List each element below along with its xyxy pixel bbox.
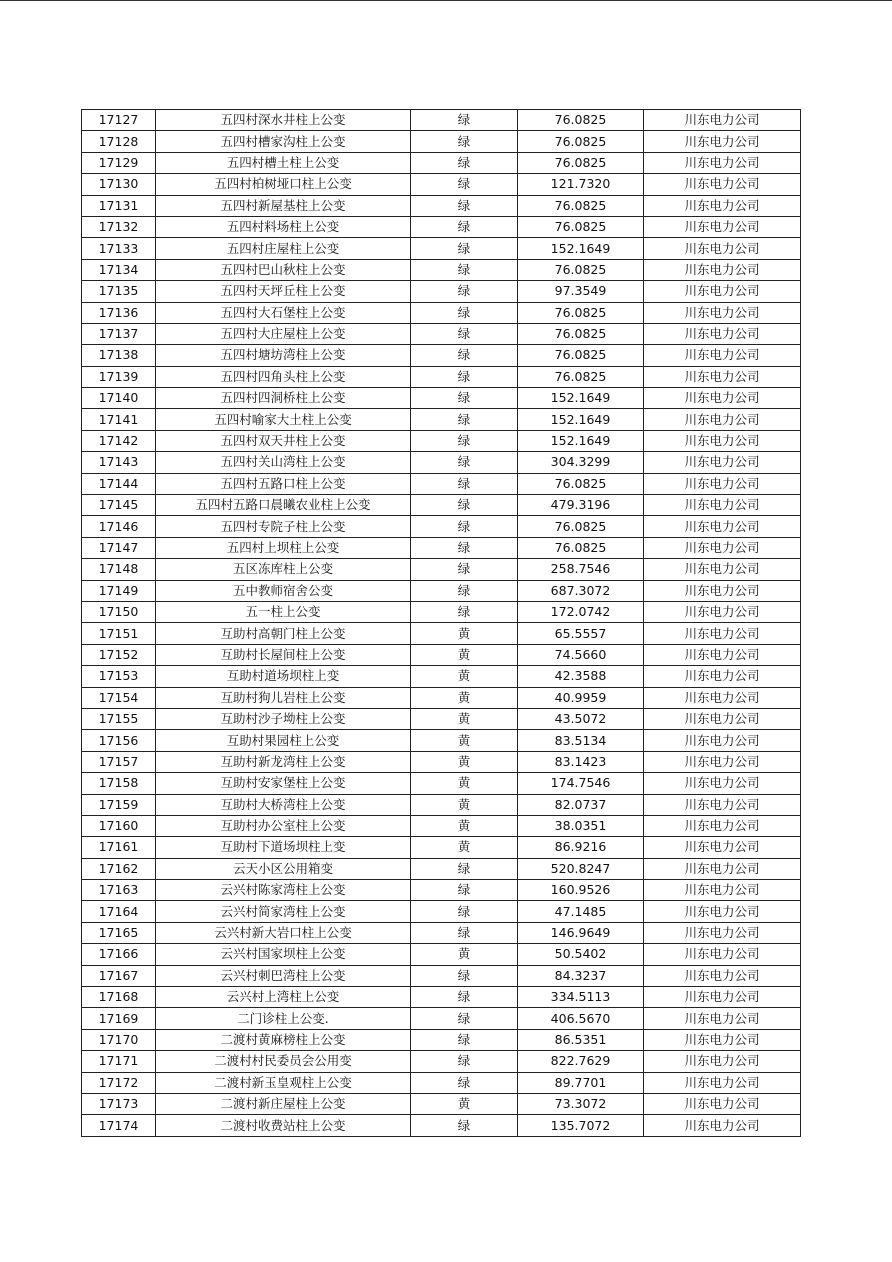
capacity-value-cell: 520.8247 (518, 858, 644, 879)
company-cell: 川东电力公司 (644, 922, 801, 943)
row-id-cell: 17129 (82, 152, 156, 173)
company-cell: 川东电力公司 (644, 430, 801, 451)
table-row (82, 195, 801, 216)
station-name-cell: 五四村上坝柱上公变 (156, 537, 411, 558)
table-row (82, 238, 801, 259)
status-color-cell: 绿 (411, 409, 518, 430)
station-name-cell: 五区冻库柱上公变 (156, 559, 411, 580)
table-row (82, 623, 801, 644)
status-color-cell: 绿 (411, 281, 518, 302)
table-row (82, 495, 801, 516)
status-color-cell: 绿 (411, 537, 518, 558)
station-name-cell: 互助村狗儿岩柱上公变 (156, 687, 411, 708)
capacity-value-cell: 83.5134 (518, 730, 644, 751)
station-name-cell: 互助村长屋间柱上公变 (156, 644, 411, 665)
status-color-cell: 黄 (411, 944, 518, 965)
row-id-cell: 17163 (82, 880, 156, 901)
table-row (82, 837, 801, 858)
status-color-cell: 绿 (411, 601, 518, 622)
company-cell: 川东电力公司 (644, 152, 801, 173)
row-id-cell: 17143 (82, 452, 156, 473)
row-id-cell: 17158 (82, 773, 156, 794)
row-id-cell: 17134 (82, 259, 156, 280)
status-color-cell: 绿 (411, 366, 518, 387)
station-name-cell: 二渡村新玉皇观柱上公变 (156, 1072, 411, 1093)
row-id-cell: 17146 (82, 516, 156, 537)
capacity-value-cell: 76.0825 (518, 131, 644, 152)
status-color-cell: 绿 (411, 323, 518, 344)
station-name-cell: 五四村五路口柱上公变 (156, 473, 411, 494)
station-name-cell: 云兴村上湾柱上公变 (156, 987, 411, 1008)
status-color-cell: 绿 (411, 1072, 518, 1093)
table-row (82, 1008, 801, 1029)
row-id-cell: 17133 (82, 238, 156, 259)
station-name-cell: 云兴村刺巴湾柱上公变 (156, 965, 411, 986)
capacity-value-cell: 135.7072 (518, 1115, 644, 1136)
table-row (82, 174, 801, 195)
station-name-cell: 五一柱上公变 (156, 601, 411, 622)
status-color-cell: 绿 (411, 858, 518, 879)
company-cell: 川东电力公司 (644, 708, 801, 729)
status-color-cell: 黄 (411, 837, 518, 858)
row-id-cell: 17152 (82, 644, 156, 665)
row-id-cell: 17144 (82, 473, 156, 494)
company-cell: 川东电力公司 (644, 259, 801, 280)
row-id-cell: 17168 (82, 987, 156, 1008)
company-cell: 川东电力公司 (644, 901, 801, 922)
status-color-cell: 绿 (411, 580, 518, 601)
capacity-value-cell: 76.0825 (518, 195, 644, 216)
status-color-cell: 黄 (411, 623, 518, 644)
table-row (82, 1072, 801, 1093)
capacity-value-cell: 174.7546 (518, 773, 644, 794)
station-name-cell: 二渡村村民委员会公用变 (156, 1051, 411, 1072)
table-row (82, 323, 801, 344)
capacity-value-cell: 687.3072 (518, 580, 644, 601)
status-color-cell: 绿 (411, 174, 518, 195)
row-id-cell: 17166 (82, 944, 156, 965)
capacity-value-cell: 86.9216 (518, 837, 644, 858)
station-name-cell: 五四村塘坊湾柱上公变 (156, 345, 411, 366)
capacity-value-cell: 406.5670 (518, 1008, 644, 1029)
station-name-cell: 二渡村新庄屋柱上公变 (156, 1093, 411, 1114)
capacity-value-cell: 146.9649 (518, 922, 644, 943)
table-row (82, 773, 801, 794)
station-name-cell: 二渡村收费站柱上公变 (156, 1115, 411, 1136)
company-cell: 川东电力公司 (644, 345, 801, 366)
table-row (82, 751, 801, 772)
company-cell: 川东电力公司 (644, 516, 801, 537)
row-id-cell: 17160 (82, 815, 156, 836)
table-row (82, 281, 801, 302)
company-cell: 川东电力公司 (644, 323, 801, 344)
status-color-cell: 黄 (411, 708, 518, 729)
station-name-cell: 五四村深水井柱上公变 (156, 110, 411, 131)
status-color-cell: 绿 (411, 110, 518, 131)
table-row (82, 537, 801, 558)
capacity-value-cell: 76.0825 (518, 345, 644, 366)
capacity-value-cell: 74.5660 (518, 644, 644, 665)
row-id-cell: 17128 (82, 131, 156, 152)
company-cell: 川东电力公司 (644, 473, 801, 494)
station-name-cell: 二渡村黄麻榜柱上公变 (156, 1029, 411, 1050)
station-name-cell: 互助村安家堡柱上公变 (156, 773, 411, 794)
company-cell: 川东电力公司 (644, 1029, 801, 1050)
row-id-cell: 17162 (82, 858, 156, 879)
table-row (82, 815, 801, 836)
transformer-table (81, 109, 801, 1137)
station-name-cell: 互助村新龙湾柱上公变 (156, 751, 411, 772)
company-cell: 川东电力公司 (644, 537, 801, 558)
table-body (82, 110, 801, 1137)
row-id-cell: 17154 (82, 687, 156, 708)
company-cell: 川东电力公司 (644, 858, 801, 879)
table-row (82, 409, 801, 430)
row-id-cell: 17137 (82, 323, 156, 344)
status-color-cell: 绿 (411, 1115, 518, 1136)
row-id-cell: 17147 (82, 537, 156, 558)
row-id-cell: 17142 (82, 430, 156, 451)
capacity-value-cell: 73.3072 (518, 1093, 644, 1114)
station-name-cell: 五四村槽土柱上公变 (156, 152, 411, 173)
capacity-value-cell: 258.7546 (518, 559, 644, 580)
company-cell: 川东电力公司 (644, 601, 801, 622)
station-name-cell: 云兴村国家坝柱上公变 (156, 944, 411, 965)
station-name-cell: 五四村新屋基柱上公变 (156, 195, 411, 216)
status-color-cell: 绿 (411, 195, 518, 216)
row-id-cell: 17172 (82, 1072, 156, 1093)
row-id-cell: 17139 (82, 366, 156, 387)
capacity-value-cell: 82.0737 (518, 794, 644, 815)
company-cell: 川东电力公司 (644, 1115, 801, 1136)
status-color-cell: 黄 (411, 666, 518, 687)
station-name-cell: 云天小区公用箱变 (156, 858, 411, 879)
station-name-cell: 五四村四洞桥柱上公变 (156, 388, 411, 409)
company-cell: 川东电力公司 (644, 281, 801, 302)
row-id-cell: 17171 (82, 1051, 156, 1072)
company-cell: 川东电力公司 (644, 730, 801, 751)
row-id-cell: 17161 (82, 837, 156, 858)
status-color-cell: 绿 (411, 388, 518, 409)
capacity-value-cell: 822.7629 (518, 1051, 644, 1072)
capacity-value-cell: 76.0825 (518, 366, 644, 387)
capacity-value-cell: 160.9526 (518, 880, 644, 901)
row-id-cell: 17157 (82, 751, 156, 772)
company-cell: 川东电力公司 (644, 302, 801, 323)
status-color-cell: 绿 (411, 1051, 518, 1072)
capacity-value-cell: 65.5557 (518, 623, 644, 644)
status-color-cell: 黄 (411, 687, 518, 708)
capacity-value-cell: 86.5351 (518, 1029, 644, 1050)
status-color-cell: 绿 (411, 559, 518, 580)
status-color-cell: 黄 (411, 644, 518, 665)
row-id-cell: 17167 (82, 965, 156, 986)
table-row (82, 388, 801, 409)
capacity-value-cell: 89.7701 (518, 1072, 644, 1093)
status-color-cell: 绿 (411, 302, 518, 323)
row-id-cell: 17174 (82, 1115, 156, 1136)
company-cell: 川东电力公司 (644, 623, 801, 644)
station-name-cell: 互助村果园柱上公变 (156, 730, 411, 751)
status-color-cell: 绿 (411, 430, 518, 451)
row-id-cell: 17159 (82, 794, 156, 815)
table-row (82, 110, 801, 131)
capacity-value-cell: 479.3196 (518, 495, 644, 516)
status-color-cell: 绿 (411, 345, 518, 366)
station-name-cell: 互助村办公室柱上公变 (156, 815, 411, 836)
table-row (82, 473, 801, 494)
table-row (82, 922, 801, 943)
table-row (82, 302, 801, 323)
capacity-value-cell: 76.0825 (518, 473, 644, 494)
capacity-value-cell: 43.5072 (518, 708, 644, 729)
row-id-cell: 17169 (82, 1008, 156, 1029)
company-cell: 川东电力公司 (644, 1093, 801, 1114)
status-color-cell: 绿 (411, 259, 518, 280)
capacity-value-cell: 76.0825 (518, 537, 644, 558)
company-cell: 川东电力公司 (644, 388, 801, 409)
status-color-cell: 绿 (411, 452, 518, 473)
status-color-cell: 黄 (411, 1093, 518, 1114)
capacity-value-cell: 40.9959 (518, 687, 644, 708)
company-cell: 川东电力公司 (644, 452, 801, 473)
table-row (82, 580, 801, 601)
status-color-cell: 绿 (411, 922, 518, 943)
station-name-cell: 云兴村简家湾柱上公变 (156, 901, 411, 922)
station-name-cell: 云兴村陈家湾柱上公变 (156, 880, 411, 901)
capacity-value-cell: 76.0825 (518, 110, 644, 131)
station-name-cell: 五四村柏树垭口柱上公变 (156, 174, 411, 195)
status-color-cell: 绿 (411, 495, 518, 516)
capacity-value-cell: 304.3299 (518, 452, 644, 473)
status-color-cell: 绿 (411, 238, 518, 259)
row-id-cell: 17127 (82, 110, 156, 131)
capacity-value-cell: 84.3237 (518, 965, 644, 986)
station-name-cell: 互助村高朝门柱上公变 (156, 623, 411, 644)
company-cell: 川东电力公司 (644, 195, 801, 216)
company-cell: 川东电力公司 (644, 131, 801, 152)
station-name-cell: 五四村大庄屋柱上公变 (156, 323, 411, 344)
status-color-cell: 黄 (411, 730, 518, 751)
station-name-cell: 互助村沙子坳柱上公变 (156, 708, 411, 729)
station-name-cell: 五四村四角头柱上公变 (156, 366, 411, 387)
station-name-cell: 五四村巴山秋柱上公变 (156, 259, 411, 280)
station-name-cell: 五四村双天井柱上公变 (156, 430, 411, 451)
table-row (82, 644, 801, 665)
status-color-cell: 黄 (411, 794, 518, 815)
company-cell: 川东电力公司 (644, 815, 801, 836)
company-cell: 川东电力公司 (644, 580, 801, 601)
row-id-cell: 17132 (82, 216, 156, 237)
company-cell: 川东电力公司 (644, 880, 801, 901)
row-id-cell: 17170 (82, 1029, 156, 1050)
company-cell: 川东电力公司 (644, 409, 801, 430)
company-cell: 川东电力公司 (644, 644, 801, 665)
station-name-cell: 互助村下道场坝柱上变 (156, 837, 411, 858)
status-color-cell: 绿 (411, 1008, 518, 1029)
company-cell: 川东电力公司 (644, 751, 801, 772)
company-cell: 川东电力公司 (644, 666, 801, 687)
company-cell: 川东电力公司 (644, 794, 801, 815)
table-row (82, 880, 801, 901)
company-cell: 川东电力公司 (644, 174, 801, 195)
table-row (82, 794, 801, 815)
table-row (82, 559, 801, 580)
row-id-cell: 17165 (82, 922, 156, 943)
capacity-value-cell: 47.1485 (518, 901, 644, 922)
company-cell: 川东电力公司 (644, 944, 801, 965)
company-cell: 川东电力公司 (644, 366, 801, 387)
company-cell: 川东电力公司 (644, 110, 801, 131)
station-name-cell: 五四村关山湾柱上公变 (156, 452, 411, 473)
row-id-cell: 17149 (82, 580, 156, 601)
company-cell: 川东电力公司 (644, 238, 801, 259)
capacity-value-cell: 152.1649 (518, 430, 644, 451)
station-name-cell: 五中教师宿舍公变 (156, 580, 411, 601)
row-id-cell: 17130 (82, 174, 156, 195)
row-id-cell: 17135 (82, 281, 156, 302)
capacity-value-cell: 50.5402 (518, 944, 644, 965)
row-id-cell: 17131 (82, 195, 156, 216)
table-row (82, 1115, 801, 1136)
station-name-cell: 五四村五路口晨曦农业柱上公变 (156, 495, 411, 516)
station-name-cell: 五四村大石堡柱上公变 (156, 302, 411, 323)
table-row (82, 152, 801, 173)
company-cell: 川东电力公司 (644, 687, 801, 708)
row-id-cell: 17136 (82, 302, 156, 323)
status-color-cell: 黄 (411, 773, 518, 794)
company-cell: 川东电力公司 (644, 1008, 801, 1029)
status-color-cell: 黄 (411, 815, 518, 836)
station-name-cell: 五四村喻家大土柱上公变 (156, 409, 411, 430)
row-id-cell: 17138 (82, 345, 156, 366)
status-color-cell: 绿 (411, 1029, 518, 1050)
table-row (82, 944, 801, 965)
status-color-cell: 绿 (411, 516, 518, 537)
capacity-value-cell: 97.3549 (518, 281, 644, 302)
capacity-value-cell: 76.0825 (518, 152, 644, 173)
capacity-value-cell: 83.1423 (518, 751, 644, 772)
status-color-cell: 绿 (411, 965, 518, 986)
company-cell: 川东电力公司 (644, 216, 801, 237)
status-color-cell: 绿 (411, 216, 518, 237)
status-color-cell: 绿 (411, 152, 518, 173)
capacity-value-cell: 76.0825 (518, 216, 644, 237)
row-id-cell: 17156 (82, 730, 156, 751)
station-name-cell: 五四村专院子柱上公变 (156, 516, 411, 537)
row-id-cell: 17140 (82, 388, 156, 409)
row-id-cell: 17148 (82, 559, 156, 580)
station-name-cell: 云兴村新大岩口柱上公变 (156, 922, 411, 943)
company-cell: 川东电力公司 (644, 495, 801, 516)
table-row (82, 965, 801, 986)
status-color-cell: 黄 (411, 751, 518, 772)
table-row (82, 430, 801, 451)
row-id-cell: 17141 (82, 409, 156, 430)
capacity-value-cell: 38.0351 (518, 815, 644, 836)
capacity-value-cell: 76.0825 (518, 323, 644, 344)
row-id-cell: 17153 (82, 666, 156, 687)
company-cell: 川东电力公司 (644, 965, 801, 986)
row-id-cell: 17150 (82, 601, 156, 622)
station-name-cell: 互助村道场坝柱上变 (156, 666, 411, 687)
status-color-cell: 绿 (411, 473, 518, 494)
table-row (82, 687, 801, 708)
table-row (82, 601, 801, 622)
capacity-value-cell: 76.0825 (518, 302, 644, 323)
capacity-value-cell: 152.1649 (518, 388, 644, 409)
row-id-cell: 17164 (82, 901, 156, 922)
station-name-cell: 五四村庄屋柱上公变 (156, 238, 411, 259)
table-row (82, 901, 801, 922)
company-cell: 川东电力公司 (644, 559, 801, 580)
capacity-value-cell: 334.5113 (518, 987, 644, 1008)
capacity-value-cell: 152.1649 (518, 409, 644, 430)
row-id-cell: 17151 (82, 623, 156, 644)
status-color-cell: 绿 (411, 880, 518, 901)
table-row (82, 1029, 801, 1050)
table-row (82, 987, 801, 1008)
status-color-cell: 绿 (411, 901, 518, 922)
table-row (82, 366, 801, 387)
table-row (82, 216, 801, 237)
status-color-cell: 绿 (411, 131, 518, 152)
table-row (82, 259, 801, 280)
station-name-cell: 五四村槽家沟柱上公变 (156, 131, 411, 152)
station-name-cell: 五四村天坪丘柱上公变 (156, 281, 411, 302)
capacity-value-cell: 152.1649 (518, 238, 644, 259)
company-cell: 川东电力公司 (644, 773, 801, 794)
station-name-cell: 互助村大桥湾柱上公变 (156, 794, 411, 815)
table-row (82, 1093, 801, 1114)
row-id-cell: 17173 (82, 1093, 156, 1114)
company-cell: 川东电力公司 (644, 1051, 801, 1072)
table-row (82, 516, 801, 537)
table-row (82, 345, 801, 366)
company-cell: 川东电力公司 (644, 837, 801, 858)
capacity-value-cell: 121.7320 (518, 174, 644, 195)
row-id-cell: 17145 (82, 495, 156, 516)
table-row (82, 708, 801, 729)
capacity-value-cell: 76.0825 (518, 259, 644, 280)
status-color-cell: 绿 (411, 987, 518, 1008)
table-row (82, 858, 801, 879)
table-row (82, 131, 801, 152)
capacity-value-cell: 42.3588 (518, 666, 644, 687)
table-row (82, 1051, 801, 1072)
table-row (82, 666, 801, 687)
table-row (82, 452, 801, 473)
row-id-cell: 17155 (82, 708, 156, 729)
table-row (82, 730, 801, 751)
capacity-value-cell: 172.0742 (518, 601, 644, 622)
company-cell: 川东电力公司 (644, 987, 801, 1008)
station-name-cell: 五四村料场柱上公变 (156, 216, 411, 237)
company-cell: 川东电力公司 (644, 1072, 801, 1093)
capacity-value-cell: 76.0825 (518, 516, 644, 537)
station-name-cell: 二门诊柱上公变. (156, 1008, 411, 1029)
